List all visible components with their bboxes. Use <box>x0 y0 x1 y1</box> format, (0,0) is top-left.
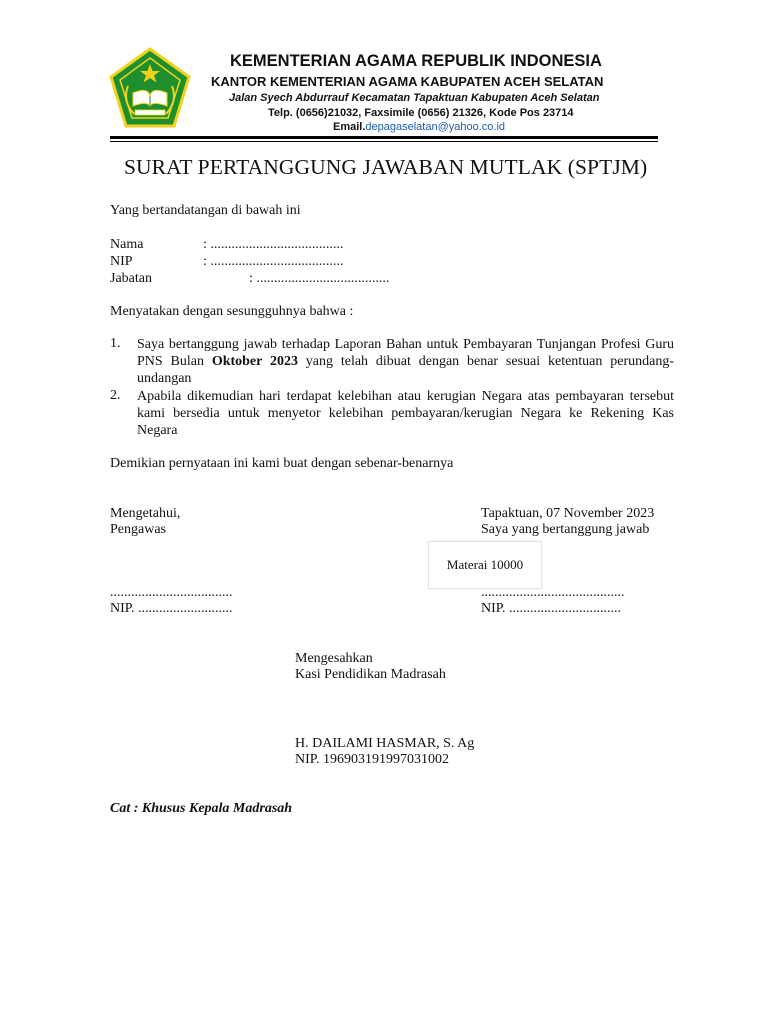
sig-left-nip: NIP. ........................... <box>110 601 233 616</box>
footnote: Cat : Khusus Kepala Madrasah <box>110 801 293 816</box>
item-text-1 <box>137 336 674 387</box>
field-label-nip: NIP <box>110 254 133 269</box>
sig-right-nip: NIP. ................................ <box>481 601 622 616</box>
sig-right-place-date: Tapaktuan, 07 November 2023 <box>481 506 655 521</box>
ministry-name: KEMENTERIAN AGAMA REPUBLIK INDONESIA <box>230 52 602 70</box>
item-number-2: 2. <box>110 388 121 403</box>
field-value-nama: : ...................................... <box>203 237 344 252</box>
email-label: Email. <box>333 121 366 133</box>
item-1-text-before: Saya bertanggung jawab terhadap Laporan Bahan untuk Pembayaran Tunjangan Profesi Guru PNS Bulan <box>137 337 674 369</box>
sig-right-name-line: ......................................... <box>481 585 625 600</box>
office-address: Jalan Syech Abdurrauf Kecamatan Tapaktuan Kabupaten Aceh Selatan <box>229 92 600 104</box>
field-value-jabatan: : ...................................... <box>249 271 390 286</box>
materai-label: Materai 10000 <box>446 557 524 572</box>
document-title: SURAT PERTANGGUNG JAWABAN MUTLAK (SPTJM) <box>124 155 648 179</box>
field-value-nip: : ...................................... <box>203 254 344 269</box>
item-text-2: Apabila dikemudian hari terdapat kelebihan atau kerugian Negara atas pembayaran tersebut kami bersedia untuk menyetor kelebihan pembayaran/kerugian Negara ke Rekening Kas Negara <box>137 389 674 438</box>
approval-line2: Kasi Pendidikan Madrasah <box>295 667 446 682</box>
kemenag-emblem-icon <box>106 46 194 132</box>
sig-right-role: Saya yang bertanggung jawab <box>481 522 650 537</box>
office-name: KANTOR KEMENTERIAN AGAMA KABUPATEN ACEH SELATAN <box>211 74 604 89</box>
statement-intro: Menyatakan dengan sesungguhnya bahwa : <box>110 304 354 319</box>
approval-line1: Mengesahkan <box>295 651 373 666</box>
item-number-1: 1. <box>110 336 121 351</box>
closing-text: Demikian pernyataan ini kami buat dengan sebenar-benarnya <box>110 456 454 471</box>
sig-left-line1: Mengetahui, <box>110 506 181 521</box>
item-1-period: Oktober 2023 <box>211 354 298 369</box>
field-label-nama: Nama <box>110 237 144 252</box>
sig-left-name-line: ................................... <box>110 585 233 600</box>
office-email <box>333 121 505 133</box>
office-phone: Telp. (0656)21032, Faxsimile (0656) 21326, Kode Pos 23714 <box>268 107 574 119</box>
materai-stamp-box <box>428 541 542 589</box>
field-label-jabatan: Jabatan <box>110 271 152 286</box>
sig-left-line2: Pengawas <box>110 522 166 537</box>
intro-text: Yang bertandatangan di bawah ini <box>110 203 301 218</box>
email-link[interactable]: depagaselatan@yahoo.co.id <box>365 121 506 133</box>
approval-name: H. DAILAMI HASMAR, S. Ag <box>295 736 475 751</box>
letterhead-rule-thin <box>110 141 658 142</box>
approval-nip: NIP. 196903191997031002 <box>295 752 450 767</box>
item-1-text-after: yang telah dibuat dengan benar sesuai ketentuan perundang-undangan <box>137 354 674 386</box>
letterhead-rule-thick <box>110 136 658 139</box>
